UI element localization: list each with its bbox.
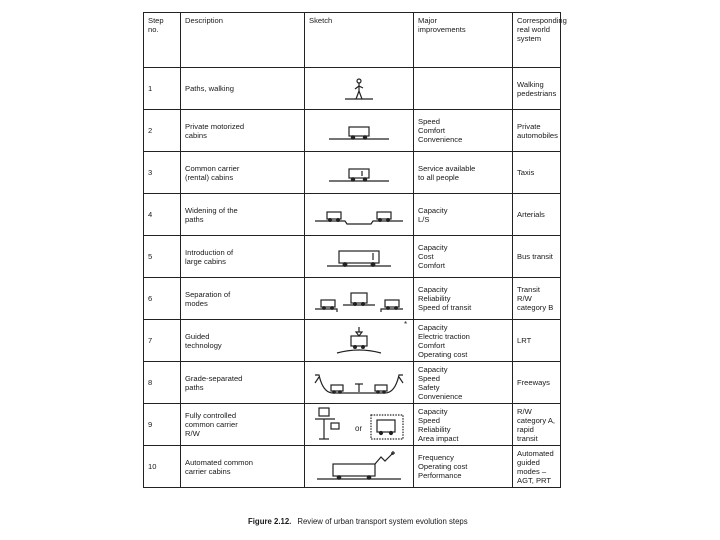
footnote-star: * — [404, 320, 408, 329]
step-real-world: Transit R/W category B — [513, 278, 561, 320]
step-real-world: Private automobiles — [513, 110, 561, 152]
step-improvements: Service available to all people — [414, 152, 513, 194]
step-description: Grade-separated paths — [181, 362, 305, 404]
evolution-steps-table — [143, 12, 567, 488]
step-sketch — [305, 194, 414, 236]
step-sketch — [305, 152, 414, 194]
table-row — [144, 194, 561, 236]
table-row — [144, 320, 561, 362]
step-real-world: R/W category A, rapid transit — [513, 404, 561, 446]
figure-caption-text: Review of urban transport system evolution steps — [297, 517, 468, 526]
step-improvements: Capacity Speed Safety Convenience — [414, 362, 513, 404]
step-sketch — [305, 446, 414, 488]
step-real-world: Automated guided modes – AGT, PRT — [513, 446, 561, 488]
step-real-world: Arterials — [513, 194, 561, 236]
step-improvements — [414, 68, 513, 110]
table-row — [144, 278, 561, 320]
table-row — [144, 110, 561, 152]
step-improvements: Capacity Cost Comfort — [414, 236, 513, 278]
step-description: Widening of the paths — [181, 194, 305, 236]
step-real-world: Taxis — [513, 152, 561, 194]
table-row — [144, 152, 561, 194]
step-improvements: Capacity L/S — [414, 194, 513, 236]
step-real-world: Freeways — [513, 362, 561, 404]
table-row — [144, 404, 561, 446]
figure-label: Figure 2.12. — [248, 517, 292, 526]
private-cabin-sketch — [309, 111, 409, 151]
step-improvements: Frequency Operating cost Performance — [414, 446, 513, 488]
step-improvements: Capacity Speed Reliability Area impact — [414, 404, 513, 446]
step-real-world: LRT — [513, 320, 561, 362]
table-row — [144, 446, 561, 488]
table-row — [144, 68, 561, 110]
step-real-world: Bus transit — [513, 236, 561, 278]
step-description: Common carrier (rental) cabins — [181, 152, 305, 194]
step-description: Automated common carrier cabins — [181, 446, 305, 488]
header-real-world: Corresponding real world system — [513, 13, 561, 68]
step-description: Guided technology — [181, 320, 305, 362]
guided-vehicle-sketch — [309, 321, 409, 361]
step-real-world: Walking pedestrians — [513, 68, 561, 110]
step-number: 1 — [144, 68, 181, 110]
step-number: 2 — [144, 110, 181, 152]
step-sketch — [305, 362, 414, 404]
header-improvements: Major improvements — [414, 13, 513, 68]
step-sketch — [305, 320, 414, 362]
step-number: 3 — [144, 152, 181, 194]
step-improvements: Capacity Reliability Speed of transit — [414, 278, 513, 320]
bus-sketch — [309, 237, 409, 277]
step-sketch — [305, 278, 414, 320]
table-header-row — [144, 13, 561, 68]
header-description: Description — [181, 13, 305, 68]
controlled-row-sketch — [309, 405, 409, 445]
step-description: Paths, walking — [181, 68, 305, 110]
step-number: 5 — [144, 236, 181, 278]
widened-path-sketch — [309, 195, 409, 235]
automated-cabin-sketch — [309, 447, 409, 487]
step-number: 8 — [144, 362, 181, 404]
step-sketch — [305, 236, 414, 278]
step-description: Introduction of large cabins — [181, 236, 305, 278]
step-description: Fully controlled common carrier R/W — [181, 404, 305, 446]
figure-caption — [248, 517, 468, 526]
grade-separated-sketch — [309, 363, 409, 403]
step-number: 9 — [144, 404, 181, 446]
step-sketch — [305, 68, 414, 110]
table-row — [144, 362, 561, 404]
step-description: Separation of modes — [181, 278, 305, 320]
step-number: 10 — [144, 446, 181, 488]
table-row — [144, 236, 561, 278]
header-step-no: Step no. — [144, 13, 181, 68]
step-description: Private motorized cabins — [181, 110, 305, 152]
step-sketch — [305, 404, 414, 446]
step-sketch — [305, 110, 414, 152]
separated-modes-sketch — [309, 279, 409, 319]
step-improvements: Speed Comfort Convenience — [414, 110, 513, 152]
step-number: 4 — [144, 194, 181, 236]
step-number: 7 — [144, 320, 181, 362]
step-number: 6 — [144, 278, 181, 320]
rental-cabin-sketch — [309, 153, 409, 193]
step-improvements — [404, 320, 513, 362]
sketch-or-label: or — [355, 423, 363, 433]
walking-person-sketch — [309, 69, 409, 109]
header-sketch: Sketch — [305, 13, 414, 68]
improvements-text: Capacity Electric traction Comfort Operating cost — [418, 322, 470, 359]
